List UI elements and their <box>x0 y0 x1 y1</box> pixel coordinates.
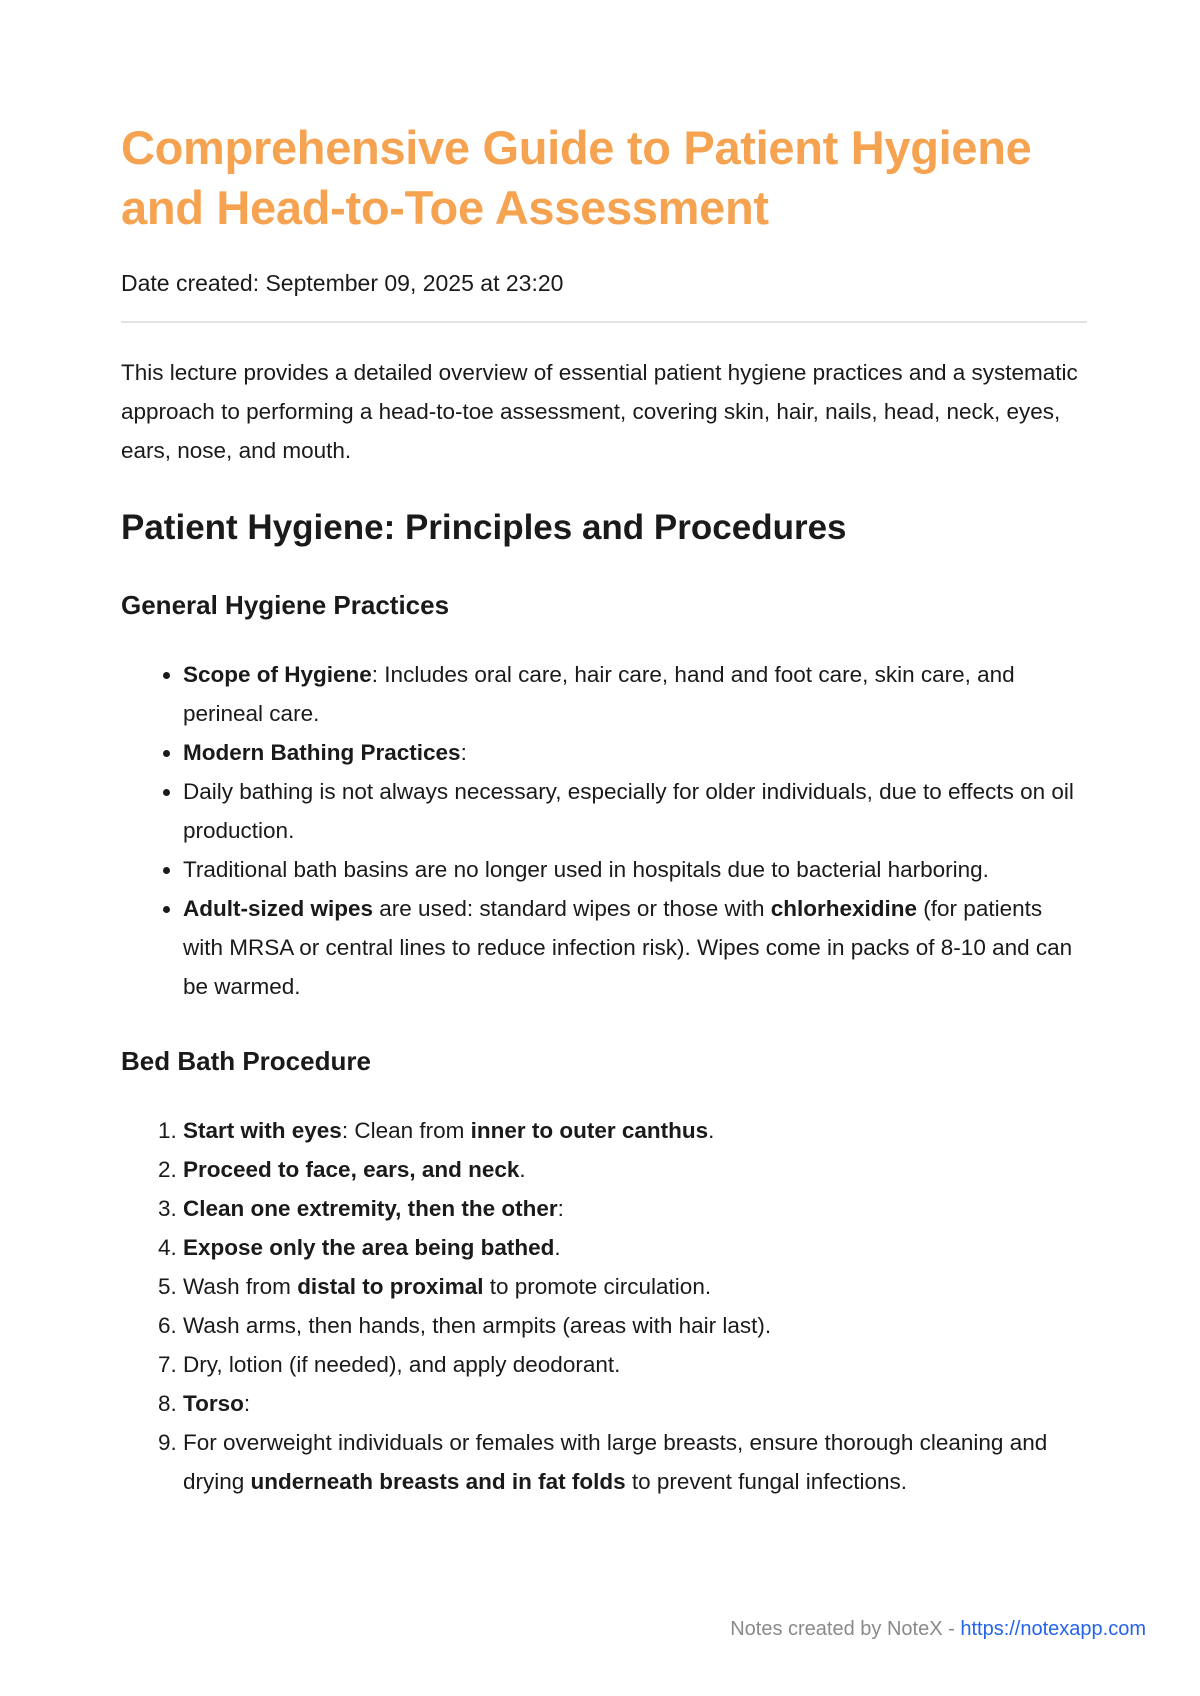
subsection-heading-bedbath: Bed Bath Procedure <box>121 1046 371 1076</box>
section-heading: Patient Hygiene: Principles and Procedures <box>121 508 847 547</box>
list-item: 1. Start with eyes: Clean from inner to outer canthus. <box>183 1111 1087 1150</box>
general-hygiene-list <box>121 655 1087 1006</box>
list-item: • Adult-sized wipes are used: standard wipes or those with chlorhexidine (for patients with MRSA or central lines to reduce infection risk). Wipes come in packs of 8-10 and can be warmed. <box>183 889 1087 1006</box>
footer-link[interactable]: https://notexapp.com <box>960 1618 1146 1640</box>
list-item: • Traditional bath basins are no longer used in hospitals due to bacterial harboring. <box>183 850 1087 889</box>
list-item: 3. Clean one extremity, then the other: <box>183 1189 1087 1228</box>
list-item: 8. Torso: <box>183 1384 1087 1423</box>
list-item: • Scope of Hygiene: Includes oral care, hair care, hand and foot care, skin care, and perineal care. <box>183 655 1087 733</box>
list-item: • Modern Bathing Practices: <box>183 733 1087 772</box>
bed-bath-list <box>121 1111 1087 1501</box>
date-created: Date created: September 09, 2025 at 23:20 <box>121 270 564 296</box>
page-title: Comprehensive Guide to Patient Hygiene and Head-to-Toe Assessment <box>121 121 1032 234</box>
list-item: 7. Dry, lotion (if needed), and apply deodorant. <box>183 1345 1087 1384</box>
list-item: 2. Proceed to face, ears, and neck. <box>183 1150 1087 1189</box>
list-item: 4. Expose only the area being bathed. <box>183 1228 1087 1267</box>
list-item: 6. Wash arms, then hands, then armpits (areas with hair last). <box>183 1306 1087 1345</box>
list-item: • Daily bathing is not always necessary, especially for older individuals, due to effects on oil production. <box>183 772 1087 850</box>
footer <box>730 1618 1146 1641</box>
list-item: 9. For overweight individuals or females with large breasts, ensure thorough cleaning and drying underneath breasts and in fat folds to prevent fungal infections. <box>183 1423 1087 1501</box>
footer-text: Notes created by NoteX - <box>730 1618 961 1640</box>
list-item: 5. Wash from distal to proximal to promote circulation. <box>183 1267 1087 1306</box>
intro-paragraph: This lecture provides a detailed overview of essential patient hygiene practices and a systematic approach to performing a head-to-toe assessment, covering skin, hair, nails, head, neck, eyes, ears, nose, and mouth. <box>121 360 1078 463</box>
document-page <box>121 118 1087 1501</box>
divider <box>121 321 1087 323</box>
subsection-heading-general: General Hygiene Practices <box>121 590 450 620</box>
